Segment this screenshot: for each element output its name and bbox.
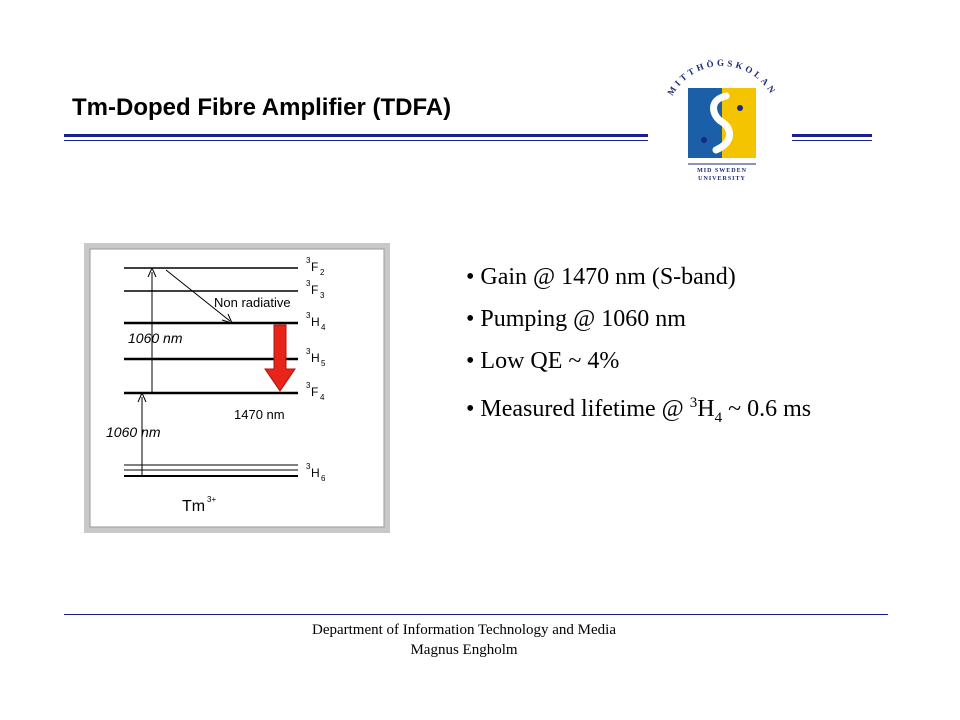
lifetime-state-sub: 4 — [714, 409, 723, 426]
footer-author: Magnus Engholm — [410, 642, 518, 658]
lifetime-state-sup: 3 — [689, 395, 698, 411]
header-rule-left-thick — [64, 134, 648, 137]
bullet-list — [466, 256, 811, 424]
bullet-pumping: • Pumping @ 1060 nm — [466, 306, 686, 332]
bullet-lifetime — [466, 382, 811, 424]
bullet-qe: • Low QE ~ 4% — [466, 348, 620, 374]
label-emission: 1470 nm — [234, 407, 285, 422]
svg-text:6: 6 — [321, 474, 326, 483]
svg-text:5: 5 — [321, 359, 326, 368]
svg-text:3: 3 — [306, 381, 311, 390]
slide-title: Tm-Doped Fibre Amplifier (TDFA) — [72, 94, 452, 121]
svg-text:3: 3 — [306, 279, 311, 288]
svg-text:F: F — [311, 260, 319, 274]
label-pump-lower: 1060 nm — [106, 424, 161, 440]
label-pump-upper: 1060 nm — [128, 330, 183, 346]
svg-text:3: 3 — [320, 291, 325, 300]
logo-dot-upper — [737, 105, 743, 111]
energy-level-diagram — [84, 243, 390, 533]
svg-text:3: 3 — [306, 347, 311, 356]
svg-text:4: 4 — [320, 393, 325, 402]
label-non-radiative: Non radiative — [214, 295, 291, 310]
svg-text:F: F — [311, 283, 319, 297]
svg-text:2: 2 — [320, 268, 325, 277]
svg-text:H: H — [311, 351, 320, 365]
svg-text:4: 4 — [321, 323, 326, 332]
footer-department: Department of Information Technology and Media — [312, 622, 616, 638]
svg-text:H: H — [311, 466, 320, 480]
svg-text:Tm: Tm — [182, 498, 206, 515]
svg-text:3: 3 — [306, 256, 311, 265]
lifetime-state-base: H — [697, 396, 715, 422]
header-rule-right-thick — [792, 134, 872, 137]
svg-text:F: F — [311, 385, 319, 399]
svg-text:3: 3 — [306, 462, 311, 471]
bullet-gain: • Gain @ 1470 nm (S-band) — [466, 264, 736, 290]
lifetime-prefix: • Measured lifetime @ — [466, 396, 690, 422]
footer — [0, 620, 928, 660]
svg-text:3+: 3+ — [207, 495, 217, 504]
header-rule-right-thin — [792, 140, 872, 141]
logo-subtitle-line2: UNIVERSITY — [698, 176, 746, 182]
header-rule-left-thin — [64, 140, 648, 141]
logo-dot-lower — [701, 137, 707, 143]
footer-rule — [64, 614, 888, 615]
logo-arc-text: MITTHÖGSKOLAN — [665, 57, 779, 98]
university-logo — [652, 50, 792, 190]
lifetime-suffix: ~ 0.6 ms — [722, 396, 812, 422]
svg-text:H: H — [311, 315, 320, 329]
svg-text:3: 3 — [306, 311, 311, 320]
logo-subtitle-line1: MID SWEDEN — [697, 168, 747, 174]
